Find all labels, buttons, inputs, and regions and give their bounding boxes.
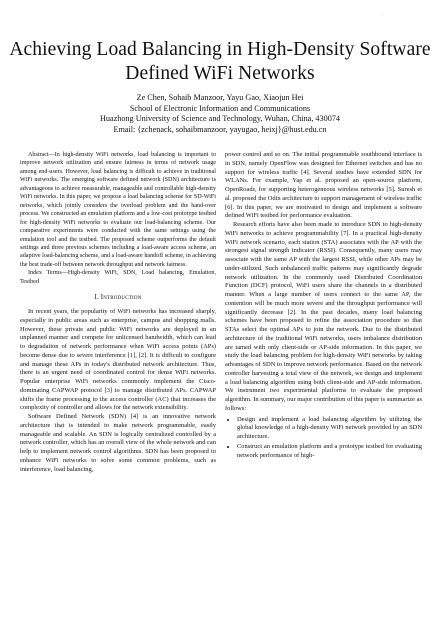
author-names: Ze Chen, Sohaib Manzoor, Yayu Gao, Xiaojun Hei: [136, 93, 304, 102]
abstract: [20, 151, 216, 286]
author-block: [0, 93, 440, 135]
contribution-list: [225, 416, 422, 461]
paper-title-line-1: Achieving Load Balancing in High-Density Software: [9, 39, 431, 60]
intro-paragraph-1: In recent years, the popularity of WiFi networks has increased sharply, especially in public areas such as enterprise, campus and shopping malls. However, these private and public WiFi networks are deployed in an unplanned manner and compete for unlicensed bandwidth, which can lead to degradation of network performance when WiFi access points (APs) become dense due to severe interference [1], [2]. It is difficult to configure and manage these APs in today's distributed network architecture. Thus, there is an urgent need of coordinated control for dense WiFi networks. Popular enterprise WiFi networks commonly implement the Cisco-dominating CAPWAP protocol [3] to manage distributed APs. CAPWAP shifts the frame processing to the access controller (AC) that increases the complexity of controller and allows for the network extensibility.: [20, 308, 216, 412]
abstract-text: Abstract—In high-density WiFi networks, load balancing is important to improve network utilization and ensure fairness in terms of network usage among end-users. However, load balancing is difficult to achieve in traditional WiFi networks. The emerging software defined network (SDN) architecture is advantageous to achieve measurable, manageable and controllable high-density WiFi networks. In this paper, we propose a load balancing scheme for SD-WiFi networks, which jointly considers the overload problem and the hand-over process. We constructed an emulation platform and a low-cost prototype testbed for high-density WiFi networks to evaluate our load-balancing scheme. Our comparative experiments were conducted with the same settings using the emulation tool and the testbed. The proposed scheme outperforms the default settings and three previous schemes including a load-aware access scheme, an adaptive load-balancing scheme, and a load-aware handoff scheme, in achieving the best trade-off between network throughput and network fairness.: [20, 152, 216, 268]
affiliation-line-1: School of Electronic Information and Communications: [129, 103, 311, 113]
intro-paragraph-3: power control and so on. The initial programmable southbound interface is in SDN, namely OpenFlow was designed for Ethernet switches and has no support for wireless traffic [4]. Several studies have extended SDN for WLANs. For example, Yap et al. proposed an open-source platform, OpenRoads, for supporting heterogeneous wireless networks [5]. Suresh et al. proposed the Odin architecture to support management of wireless traffic [6]. In this paper, we are motivated to design and implement a software defined WiFi testbed for performance evaluation.: [225, 151, 422, 220]
left-column: [20, 151, 216, 474]
author-email: Email: {zchenack, sohaibmanzoor, yayugao, heixj}@hust.edu.cn: [113, 124, 327, 134]
index-terms: Index Terms—High-density WiFi, SDN, Load balancing, Emulation, Testbed: [20, 270, 216, 285]
intro-paragraph-4: Research efforts have also been made to introduce SDN to high-density WiFi networks to achieve programmability [7]. In a practical high-density WiFi network scenario, each station (STA) associates with the AP with the strongest signal strength indicator (RSSI). Consequently, many users may associate with the same AP with the largest RSSI, while other APs may be under-utilized. Such unbalanced traffic patterns may significantly degrade network utilization. In the commonly used Distributed Coordination Function (DCF) protocol, WiFi users share the channels in a distributed manner. When a large number of users connect to the same AP, the contention will be much more severe and the throughput performance will significantly decrease [2]. In the past decades, many load balancing schemes have been proposed to refine the association procedure so that STAs select the optimal APs to join the network. Due to the distributed architecture of the traditional WiFi networks, users imbalance distribution are tamed with only client-side or AP-side information. In this paper, we study the load balancing problem for high-density WiFi networks by taking advantages of SDN to improve network performance. Based on the network controller harvesting a total view of the network, we design and implement a load balancing algorithm using both client-side and AP-side information. We instrument two experimental platforms to evaluate the proposed algorithm. In summary, our major contribution of this paper is summarize as follows:: [225, 221, 422, 412]
contribution-item-2: • Construct an emulation platform and a prototype testbed for evaluating network performance of high-: [237, 443, 422, 461]
right-column: [225, 151, 422, 461]
paper-title: [0, 38, 440, 86]
intro-paragraph-2: Software Defined Network (SDN) [4] is an innovative network architecture that is intended to make network programmable, easily manageable and scalable. An SDN is logically centralized controlled by a network controller, which has an overall view of the whole network and can help to implement network control algorithms. SDN has been proposed to enhance WiFi networks to solve some common problems, such as interference, load balancing,: [20, 413, 216, 473]
paper-title-line-2: Defined WiFi Networks: [125, 63, 315, 84]
contribution-item-1: • Design and implement a load balancing algorithm by utilizing the global knowledge of a high-density WiFi network provided by an SDN architecture.: [237, 416, 422, 442]
section-heading-introduction: I. Introduction: [94, 294, 142, 302]
affiliation-line-2: Huazhong University of Science and Technology, Wuhan, China, 430074: [100, 114, 340, 123]
watermark-glyph: ⋯: [380, 10, 387, 18]
